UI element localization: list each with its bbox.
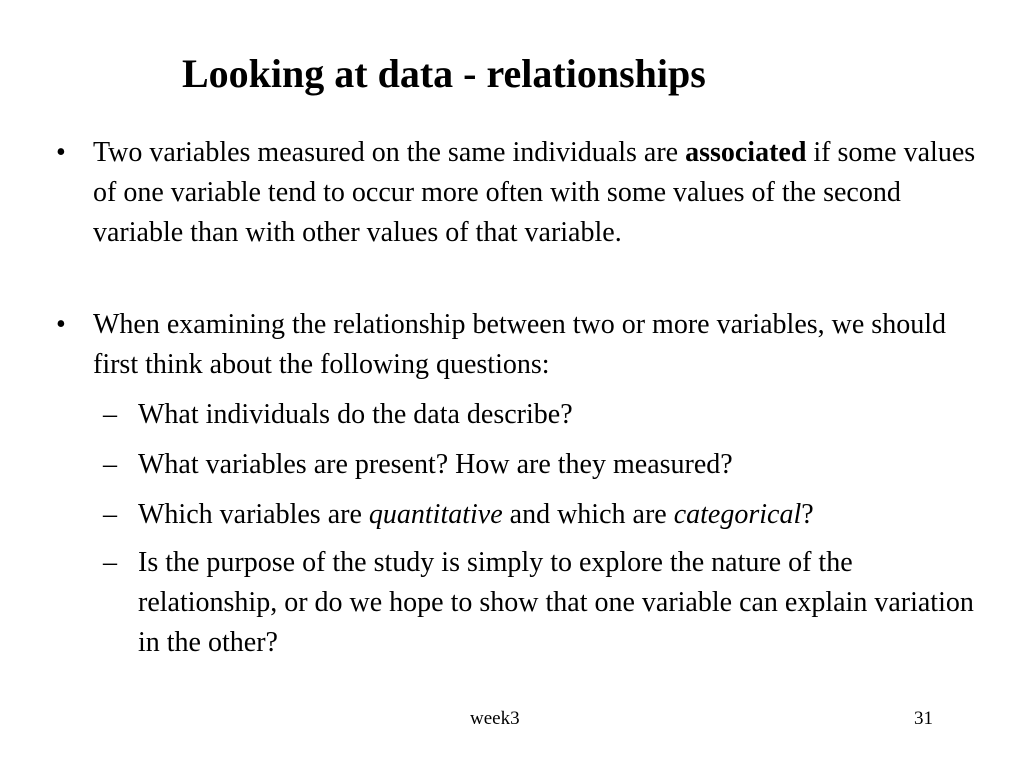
dash-marker: – xyxy=(103,449,117,480)
dash-marker: – xyxy=(103,399,117,430)
sub-bullet-variables xyxy=(103,445,988,485)
slide-title: Looking at data - relationships xyxy=(182,51,706,96)
italic-term-categorical: categorical xyxy=(673,499,802,530)
sub-bullet-purpose xyxy=(103,543,988,663)
sub-bullet-text: Is the purpose of the study is simply to explore the nature of the relationship, or do we hope to show that one variable can explain variation in the other? xyxy=(138,547,974,658)
bullet-text-continued: if some values of one variable tend to occur more often with some values of the second variable than with other values of that variable. xyxy=(93,137,976,248)
bullet-item-examining xyxy=(56,305,993,385)
bullet-marker: • xyxy=(56,137,66,168)
footer-label: week3 xyxy=(470,708,520,729)
italic-term-quantitative: quantitative xyxy=(368,499,503,530)
bullet-text: Two variables measured on the same individuals are xyxy=(93,137,686,168)
bold-term-associated: associated xyxy=(685,137,807,168)
dash-marker: – xyxy=(103,547,117,578)
sub-bullet-text-middle: and which are xyxy=(502,499,674,530)
sub-bullet-text-end: ? xyxy=(801,499,814,530)
bullet-text: When examining the relationship between two or more variables, we should first think about the following questions: xyxy=(93,309,946,380)
dash-marker: – xyxy=(103,499,117,530)
bullet-item-associated xyxy=(56,133,993,253)
sub-bullet-quantitative-categorical xyxy=(103,495,988,535)
bullet-marker: • xyxy=(56,309,66,340)
sub-bullet-individuals xyxy=(103,395,988,435)
sub-bullet-text: What variables are present? How are they measured? xyxy=(138,449,733,480)
sub-bullet-text: Which variables are xyxy=(138,499,369,530)
sub-bullet-text: What individuals do the data describe? xyxy=(138,399,573,430)
page-number: 31 xyxy=(914,708,933,729)
